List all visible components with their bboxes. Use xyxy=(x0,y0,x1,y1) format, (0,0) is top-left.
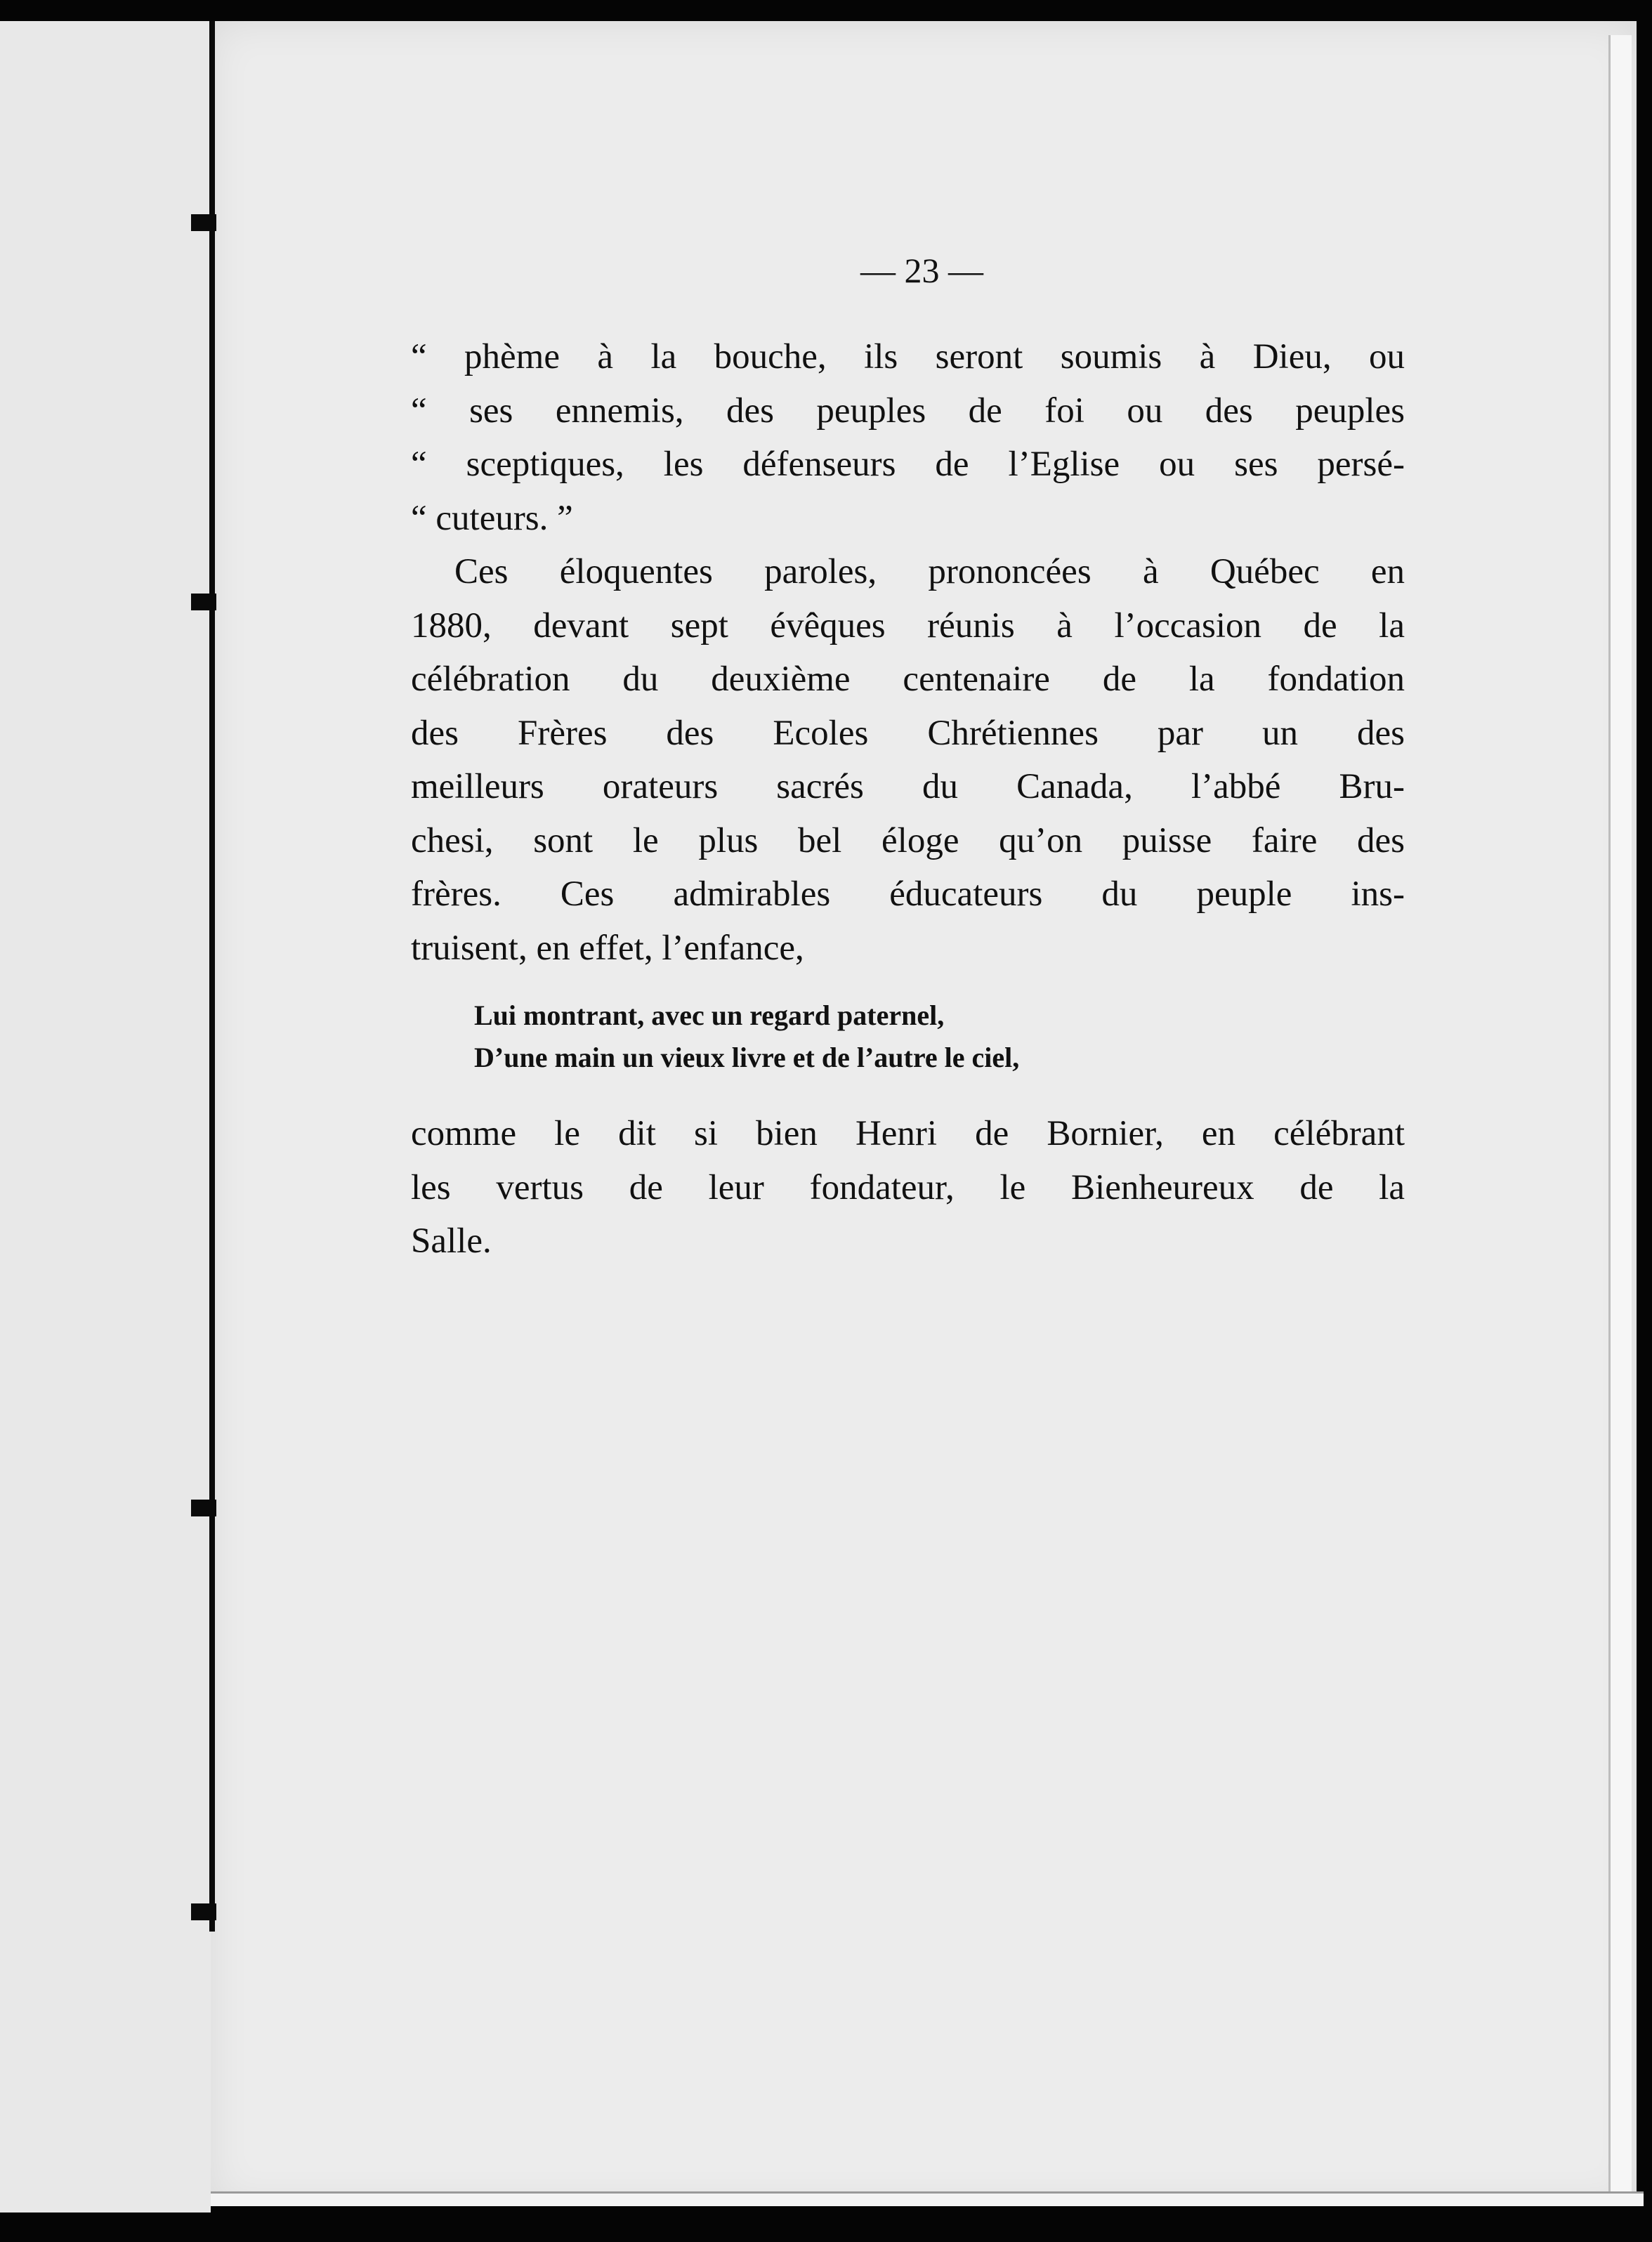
verse-line: D’une main un vieux livre et de l’autre le ciel, xyxy=(474,1042,1020,1073)
quote-continuation xyxy=(411,330,1405,545)
paragraph xyxy=(411,545,1405,975)
text-line: truisent, en effet, l’enfance, xyxy=(411,928,804,968)
binding-mark xyxy=(191,1903,216,1920)
text-line: chesi, sont le plus bel éloge qu’on puisse faire des xyxy=(411,820,1405,860)
text-line: “ sceptiques, les défenseurs de l’Eglise ou ses persé- xyxy=(411,445,1405,484)
text-line: les vertus de leur fondateur, le Bienheureux de la xyxy=(411,1167,1405,1207)
text-line: “ cuteurs. ” xyxy=(411,498,573,538)
text-line: comme le dit si bien Henri de Bornier, en célébrant xyxy=(411,1114,1405,1153)
binding-mark xyxy=(191,214,216,231)
verse-quote xyxy=(474,995,1405,1079)
binding-mark xyxy=(191,594,216,610)
binding-mark xyxy=(191,1500,216,1516)
verse-line: Lui montrant, avec un regard paternel, xyxy=(474,999,945,1031)
page-bottom-edge xyxy=(211,2191,1644,2206)
text-line: Salle. xyxy=(411,1221,492,1261)
page-number: — 23 — xyxy=(860,251,983,290)
page-text xyxy=(411,246,1405,1268)
text-line: “ phème à la bouche, ils seront soumis à Dieu, ou xyxy=(411,337,1405,376)
text-line: meilleurs orateurs sacrés du Canada, l’abbé Bru- xyxy=(411,767,1405,806)
text-line: Ces éloquentes paroles, prononcées à Québec en xyxy=(454,552,1405,591)
text-line: “ ses ennemis, des peuples de foi ou des peuples xyxy=(411,391,1405,431)
text-line: célébration du deuxième centenaire de la fondation xyxy=(411,660,1405,699)
text-line: frères. Ces admirables éducateurs du peuple ins- xyxy=(411,874,1405,914)
closing-paragraph xyxy=(411,1107,1405,1268)
text-line: 1880, devant sept évêques réunis à l’occasion de la xyxy=(411,605,1405,645)
left-page-strip xyxy=(0,21,211,2212)
page-right-edge xyxy=(1608,35,1632,2191)
binding-gutter-line xyxy=(209,21,215,1932)
text-line: des Frères des Ecoles Chrétiennes par un des xyxy=(411,713,1405,753)
